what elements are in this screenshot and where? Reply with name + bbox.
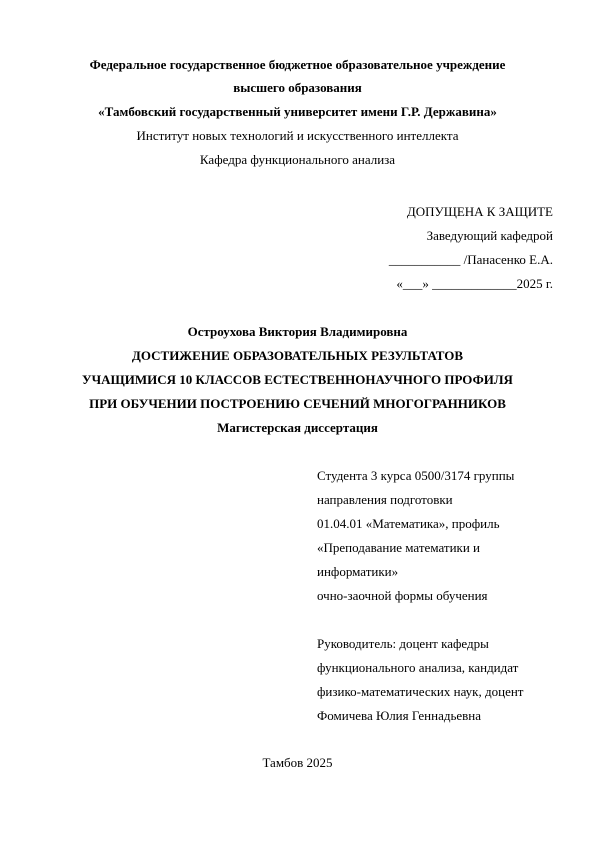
- university-name: «Тамбовский государственный университет имени Г.Р. Державина»: [98, 104, 497, 119]
- student-info-line: информатики»: [317, 564, 399, 579]
- city-year: Тамбов 2025: [262, 755, 333, 770]
- student-info-line: очно-заочной формы обучения: [317, 588, 488, 603]
- supervisor-info-line: Фомичева Юлия Геннадьевна: [317, 708, 482, 723]
- student-info-line: Студента 3 курса 0500/3174 группы: [317, 468, 515, 483]
- student-info-line: «Преподавание математики и: [317, 540, 481, 555]
- supervisor-info-line: функционального анализа, кандидат: [317, 660, 519, 675]
- thesis-title-line-3: ПРИ ОБУЧЕНИИ ПОСТРОЕНИЮ СЕЧЕНИЙ МНОГОГРАННИКОВ: [89, 396, 506, 411]
- approval-title: ДОПУЩЕНА К ЗАЩИТЕ: [406, 204, 553, 219]
- org-line-2: высшего образования: [233, 80, 362, 95]
- institute-name: Институт новых технологий и искусственного интеллекта: [136, 128, 459, 143]
- thesis-title-line-1: ДОСТИЖЕНИЕ ОБРАЗОВАТЕЛЬНЫХ РЕЗУЛЬТАТОВ: [131, 348, 464, 363]
- approval-position: Заведующий кафедрой: [426, 228, 553, 243]
- thesis-title-line-2: УЧАЩИМИСЯ 10 КЛАССОВ ЕСТЕСТВЕННОНАУЧНОГО ПРОФИЛЯ: [82, 372, 513, 387]
- department-name: Кафедра функционального анализа: [199, 152, 396, 167]
- student-info-line: 01.04.01 «Математика», профиль: [317, 516, 500, 531]
- approval-signature: ___________ /Панасенко Е.А.: [388, 252, 553, 267]
- supervisor-info-line: физико-математических наук, доцент: [317, 684, 524, 699]
- thesis-type: Магистерская диссертация: [217, 420, 378, 435]
- org-line-1: Федеральное государственное бюджетное образовательное учреждение: [89, 57, 506, 72]
- student-info-line: направления подготовки: [317, 492, 453, 507]
- approval-date: «___» _____________2025 г.: [396, 276, 553, 291]
- supervisor-info-line: Руководитель: доцент кафедры: [317, 636, 489, 651]
- author-name: Остроухова Виктория Владимировна: [187, 324, 408, 339]
